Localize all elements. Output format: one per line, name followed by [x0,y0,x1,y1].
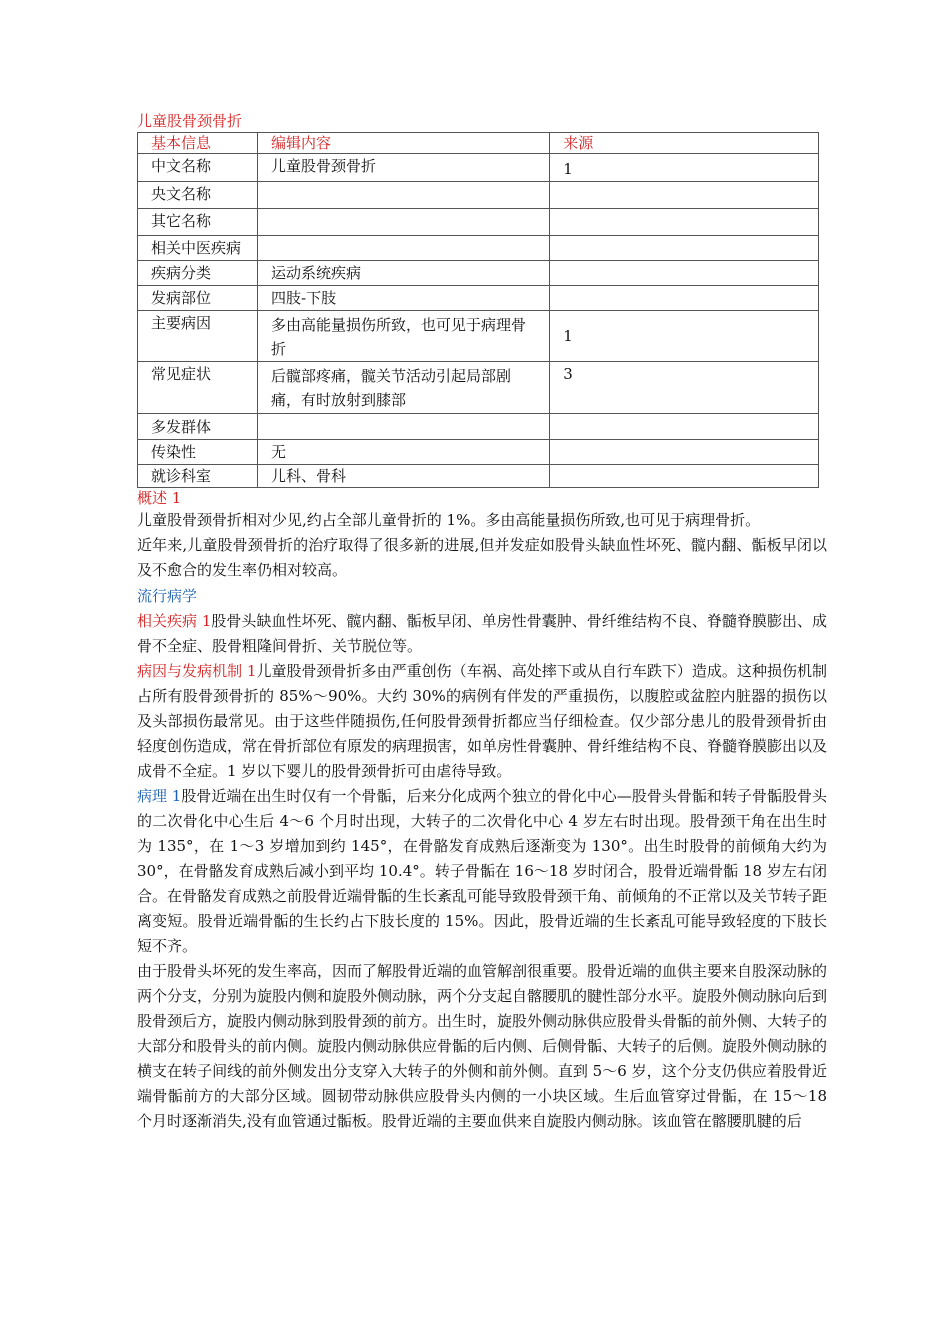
row-label: 就诊科室 [138,465,258,488]
row-label: 发病部位 [138,286,258,311]
related-diseases-text: 股骨头缺血性坏死、髋内翻、骺板早闭、单房性骨囊肿、骨纤维结构不良、脊髓脊膜膨出、成骨不全症、股骨粗隆间骨折、关节脱位等。 [137,612,827,655]
related-diseases-heading: 相关疾病 1 [137,612,212,630]
table-row [138,286,819,311]
pathology-paragraph-2: 由于股骨头坏死的发生率高，因而了解股骨近端的血管解剖很重要。股骨近端的血供主要来自股深动脉的两个分支，分别为旋股内侧和旋股外侧动脉，两个分支起自髂腰肌的腱性部分水平。旋股外侧动脉向后到股骨颈后方，旋股内侧动脉到股骨颈的前方。出生时，旋股外侧动脉供应股骨头骨骺的前外侧、大转子的大部分和股骨头的前内侧。旋股内侧动脉供应骨骺的后内侧、后侧骨骺、大转子的后侧。旋股外侧动脉的横支在转子间线的前外侧发出分支穿入大转子的外侧和前外侧。直到 5～6 岁，这个分支仍供应着股骨近端骨骺前方的大部分区域。圆韧带动脉供应股骨头内侧的一小块区域。生后血管穿过骨骺，在 15～18 个月时逐渐消失,没有血管通过骺板。股骨近端的主要血供来自旋股内侧动脉。该血管在髂腰肌腱的后 [137,962,828,1130]
overview-paragraph: 儿童股骨颈骨折相对少见,约占全部儿童骨折的 1%。多由高能量损伤所致,也可见于病理骨折。 [137,511,761,529]
row-value [258,209,550,236]
row-value [258,182,550,209]
row-source: 1 [550,154,819,182]
table-row [138,465,819,488]
row-value: 无 [258,440,550,465]
row-label: 中文名称 [138,154,258,182]
basic-info-table [137,132,819,488]
row-label: 其它名称 [138,209,258,236]
table-row [138,236,819,261]
epidemiology-heading: 流行病学 [137,587,198,605]
row-label: 主要病因 [138,311,258,362]
pathology-paragraph [137,784,827,959]
pathology-text: 股骨近端在出生时仅有一个骨骺，后来分化成两个独立的骨化中心—股骨头骨骺和转子骨骺股骨头的二次骨化中心生后 4～6 个月时出现，大转子的二次骨化中心 4 岁左右时出现。股骨颈干角在出生时为 135°，在 1～3 岁增加到约 145°，在骨骼发育成熟后逐渐变为 130°。出生时股骨的前倾角大约为 30°，在骨骼发育成熟后减小到平均 10.4°。转子骨骺在 16～18 岁时闭合，股骨近端骨骺 18 岁左右闭合。在骨骼发育成熟之前股骨近端骨骺的生长紊乱可能导致股骨颈干角、前倾角的不正常以及关节转子距离变短。股骨近端骨骺的生长约占下肢长度的 15%。因此，股骨近端的生长紊乱可能导致轻度的下肢长短不齐。 [137,787,828,955]
row-value [258,414,550,440]
header-edit-content: 编辑内容 [258,133,550,154]
row-source [550,465,819,488]
etiology-paragraph [137,659,827,784]
row-value: 四肢-下肢 [258,286,550,311]
row-value [258,236,550,261]
overview-paragraph: 近年来,儿童股骨颈骨折的治疗取得了很多新的进展,但并发症如股骨头缺血性坏死、髋内翻、骺板早闭以及不愈合的发生率仍相对较高。 [137,536,827,579]
row-source: 3 [550,362,819,414]
pathology-heading: 病理 1 [137,787,182,805]
table-row [138,362,819,414]
row-label: 相关中医疾病 [138,236,258,261]
overview-heading: 概述 1 [137,489,182,507]
table-row [138,182,819,209]
row-value: 后髋部疼痛，髋关节活动引起局部剧痛，有时放射到膝部 [258,362,550,414]
row-source [550,209,819,236]
header-basic-info: 基本信息 [138,133,258,154]
page-title: 儿童股骨颈骨折 [137,112,243,130]
row-value: 运动系统疾病 [258,261,550,286]
row-source [550,414,819,440]
document-page [137,110,827,1134]
row-label: 常见症状 [138,362,258,414]
table-row [138,154,819,182]
row-source [550,261,819,286]
table-row [138,261,819,286]
row-source [550,286,819,311]
table-row [138,440,819,465]
row-value: 多由高能量损伤所致，也可见于病理骨折 [258,311,550,362]
row-source [550,440,819,465]
header-source: 来源 [550,133,819,154]
table-row [138,414,819,440]
row-label: 传染性 [138,440,258,465]
row-source: 1 [550,311,819,362]
row-source [550,236,819,261]
table-header-row [138,133,819,154]
row-label: 多发群体 [138,414,258,440]
table-row [138,311,819,362]
row-label: 央文名称 [138,182,258,209]
related-diseases-paragraph [137,609,827,659]
row-source [550,182,819,209]
etiology-heading: 病因与发病机制 1 [137,662,257,680]
etiology-text: 儿童股骨颈骨折多由严重创伤（车祸、高处摔下或从自行车跌下）造成。这种损伤机制占所有股骨颈骨折的 85%～90%。大约 30%的病例有伴发的严重损伤，以腹腔或盆腔内脏器的损伤以及头部损伤最常见。由于这些伴随损伤,任何股骨颈骨折都应当仔细检查。仅少部分患儿的股骨颈骨折由轻度创伤造成，常在骨折部位有原发的病理损害，如单房性骨囊肿、骨纤维结构不良、脊髓脊膜膨出以及成骨不全症。1 岁以下婴儿的股骨颈骨折可由虐待导致。 [137,662,828,780]
row-value: 儿童股骨颈骨折 [258,154,550,182]
row-label: 疾病分类 [138,261,258,286]
table-row [138,209,819,236]
row-value: 儿科、骨科 [258,465,550,488]
